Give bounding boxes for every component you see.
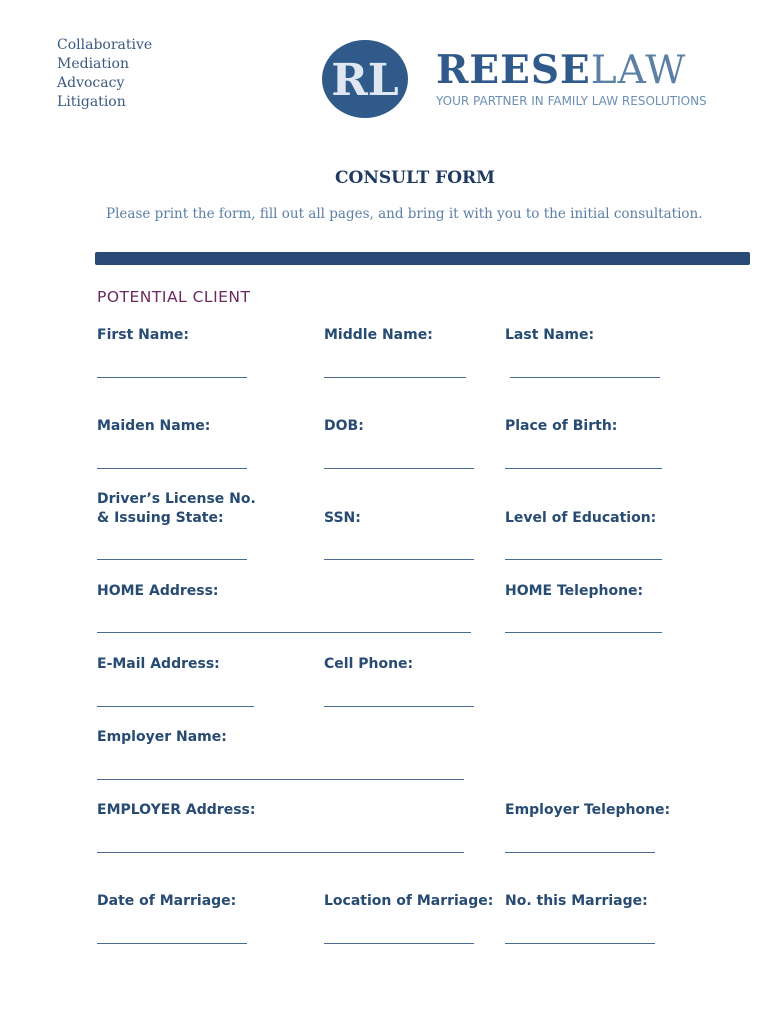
- first-name-label: First Name:: [97, 327, 190, 343]
- date-of-marriage-field[interactable]: [97, 943, 247, 944]
- home-address-field[interactable]: [97, 632, 471, 633]
- dob-label: DOB:: [324, 418, 364, 434]
- last-name-label: Last Name:: [505, 327, 595, 343]
- location-of-marriage-label: Location of Marriage:: [324, 893, 494, 909]
- dob-field[interactable]: [324, 468, 474, 469]
- logo-initials: RL: [331, 55, 399, 106]
- ssn-label: SSN:: [324, 510, 361, 526]
- firm-name-light: LAW: [590, 48, 687, 93]
- maiden-name-label: Maiden Name:: [97, 418, 211, 434]
- ssn-field[interactable]: [324, 559, 474, 560]
- form-title: CONSULT FORM: [335, 168, 495, 188]
- firm-logo-icon: [320, 39, 410, 119]
- employer-address-field[interactable]: [97, 852, 464, 853]
- place-of-birth-field[interactable]: [505, 468, 662, 469]
- employer-address-label: EMPLOYER Address:: [97, 802, 256, 818]
- no-this-marriage-label: No. this Marriage:: [505, 893, 648, 909]
- employer-telephone-label: Employer Telephone:: [505, 802, 671, 818]
- employer-telephone-field[interactable]: [505, 852, 655, 853]
- drivers-license-label-line1: Driver’s License No.: [97, 491, 256, 507]
- firm-name: [436, 47, 687, 93]
- drivers-license-label-line2: & Issuing State:: [97, 510, 224, 526]
- last-name-field[interactable]: [510, 377, 660, 378]
- employer-name-label: Employer Name:: [97, 729, 227, 745]
- location-of-marriage-field[interactable]: [324, 943, 474, 944]
- firm-name-bold: REESE: [436, 47, 591, 93]
- drivers-license-field[interactable]: [97, 559, 247, 560]
- education-field[interactable]: [505, 559, 662, 560]
- home-telephone-label: HOME Telephone:: [505, 583, 644, 599]
- place-of-birth-label: Place of Birth:: [505, 418, 618, 434]
- maiden-name-field[interactable]: [97, 468, 247, 469]
- middle-name-label: Middle Name:: [324, 327, 433, 343]
- practice-area-collaborative: Collaborative: [57, 37, 153, 53]
- cell-phone-field[interactable]: [324, 706, 474, 707]
- form-instructions: Please print the form, fill out all pages, and bring it with you to the initial consultation.: [106, 206, 703, 222]
- no-this-marriage-field[interactable]: [505, 943, 655, 944]
- employer-name-field[interactable]: [97, 779, 464, 780]
- practice-areas-list: [57, 36, 152, 112]
- practice-area-litigation: Litigation: [57, 94, 126, 110]
- email-field[interactable]: [97, 706, 254, 707]
- email-label: E-Mail Address:: [97, 656, 220, 672]
- date-of-marriage-label: Date of Marriage:: [97, 893, 237, 909]
- home-address-label: HOME Address:: [97, 583, 219, 599]
- firm-tagline: YOUR PARTNER IN FAMILY LAW RESOLUTIONS: [436, 94, 707, 108]
- section-heading-potential-client: POTENTIAL CLIENT: [97, 288, 251, 306]
- education-label: Level of Education:: [505, 510, 657, 526]
- first-name-field[interactable]: [97, 377, 247, 378]
- home-telephone-field[interactable]: [505, 632, 662, 633]
- cell-phone-label: Cell Phone:: [324, 656, 414, 672]
- section-divider-bar: [95, 252, 750, 265]
- practice-area-advocacy: Advocacy: [57, 75, 125, 91]
- practice-area-mediation: Mediation: [57, 56, 129, 72]
- middle-name-field[interactable]: [324, 377, 466, 378]
- drivers-license-label: [97, 490, 256, 528]
